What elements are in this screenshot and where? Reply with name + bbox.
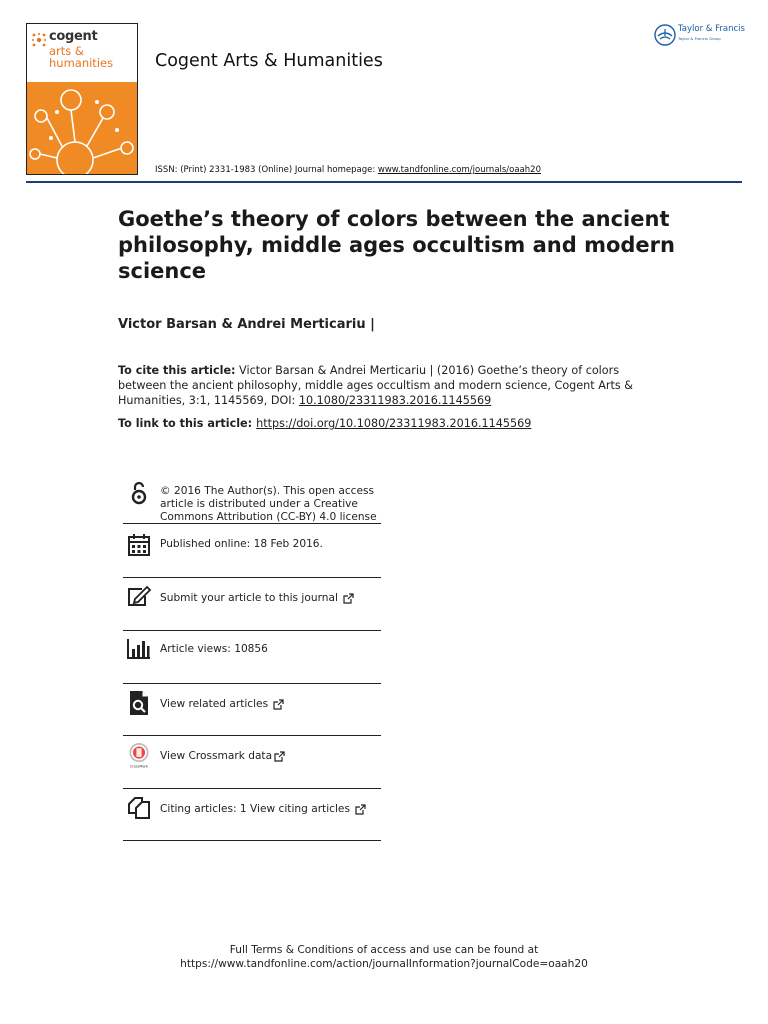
- journal-cover: [26, 23, 138, 175]
- article-views-text: Article views: 10856: [160, 643, 268, 655]
- related-row[interactable]: [123, 684, 381, 736]
- article-doi-link[interactable]: https://doi.org/10.1080/23311983.2016.1145569: [256, 417, 532, 430]
- crossmark-icon: [126, 743, 152, 769]
- crossmark-text: View Crossmark data: [160, 750, 273, 762]
- issn-line: [155, 165, 541, 175]
- cover-subtitle-line2: humanities: [49, 56, 114, 70]
- article-link-block: [118, 417, 531, 430]
- publisher-group: Taylor & Francis Group: [678, 36, 721, 41]
- cover-molecule-graphic: [27, 82, 137, 174]
- related-articles-link[interactable]: [160, 698, 284, 711]
- footer-terms-text: Full Terms & Conditions of access and use can be found at: [229, 944, 539, 956]
- external-link-icon: [343, 593, 354, 604]
- license-line1: © 2016 The Author(s). This open access: [160, 485, 375, 497]
- external-link-icon: [273, 699, 284, 710]
- row-divider: [123, 840, 381, 841]
- external-link-icon: [355, 804, 366, 815]
- footer-terms-link[interactable]: https://www.tandfonline.com/action/journalInformation?journalCode=oaah20: [180, 958, 588, 970]
- crossmark-icon-label: CrossMark: [130, 764, 148, 769]
- citing-row[interactable]: [123, 789, 381, 841]
- crossmark-link[interactable]: [160, 750, 285, 763]
- submit-article-link[interactable]: [160, 592, 354, 605]
- calendar-icon: [126, 532, 152, 558]
- article-authors: Victor Barsan & Andrei Merticariu |: [118, 317, 375, 332]
- article-title: Goethe’s theory of colors between the ancient philosophy, middle ages occultism and modern science: [118, 207, 675, 283]
- citation-doi-link[interactable]: 10.1080/23311983.2016.1145569: [298, 394, 492, 407]
- submit-article-text: Submit your article to this journal: [160, 592, 338, 604]
- search-document-icon: [126, 690, 152, 716]
- citing-articles-icon: [126, 795, 152, 821]
- citation-text: Victor Barsan & Andrei Merticariu | (2016) Goethe’s theory of colors between the ancient philosophy, middle ages occultism and modern science, Cogent Arts & Humanities, 3:1, 1145569, DOI:: [118, 364, 633, 407]
- journal-title: Cogent Arts & Humanities: [155, 51, 383, 71]
- citing-articles-text: Citing articles: 1 View citing articles: [160, 803, 350, 815]
- license-text: [160, 485, 377, 524]
- cover-brand: cogent: [49, 29, 98, 44]
- cover-artwork: [27, 82, 137, 174]
- external-link-icon: [274, 751, 285, 762]
- article-link-label: To link to this article:: [118, 417, 253, 430]
- license-line3: Commons Attribution (CC-BY) 4.0 license: [160, 511, 377, 523]
- crossmark-row[interactable]: [123, 736, 381, 789]
- license-row: [123, 478, 381, 524]
- published-row: [123, 524, 381, 578]
- journal-homepage-link[interactable]: www.tandfonline.com/journals/oaah20: [377, 165, 541, 175]
- publisher-logo: [654, 22, 746, 48]
- taylor-francis-logo-icon: [654, 24, 676, 46]
- publisher-name: Taylor & Francis: [678, 24, 745, 34]
- citing-articles-link[interactable]: [160, 803, 366, 816]
- footer: [0, 943, 768, 971]
- citation-block: [118, 363, 648, 408]
- views-row: [123, 631, 381, 684]
- open-access-icon: [126, 480, 152, 506]
- issn-text: ISSN: (Print) 2331-1983 (Online) Journal homepage:: [155, 165, 378, 175]
- related-articles-text: View related articles: [160, 698, 269, 710]
- cover-subtitle-line1: arts &: [49, 44, 84, 58]
- submit-row[interactable]: [123, 578, 381, 631]
- license-line2: article is distributed under a Creative: [160, 498, 358, 510]
- header-divider: [26, 181, 742, 183]
- citation-label: To cite this article:: [118, 364, 236, 377]
- cover-subtitle: [49, 45, 113, 69]
- edit-icon: [126, 584, 152, 610]
- cogent-logo-icon: [32, 33, 46, 47]
- published-text: Published online: 18 Feb 2016.: [160, 538, 323, 550]
- bar-chart-icon: [126, 636, 152, 662]
